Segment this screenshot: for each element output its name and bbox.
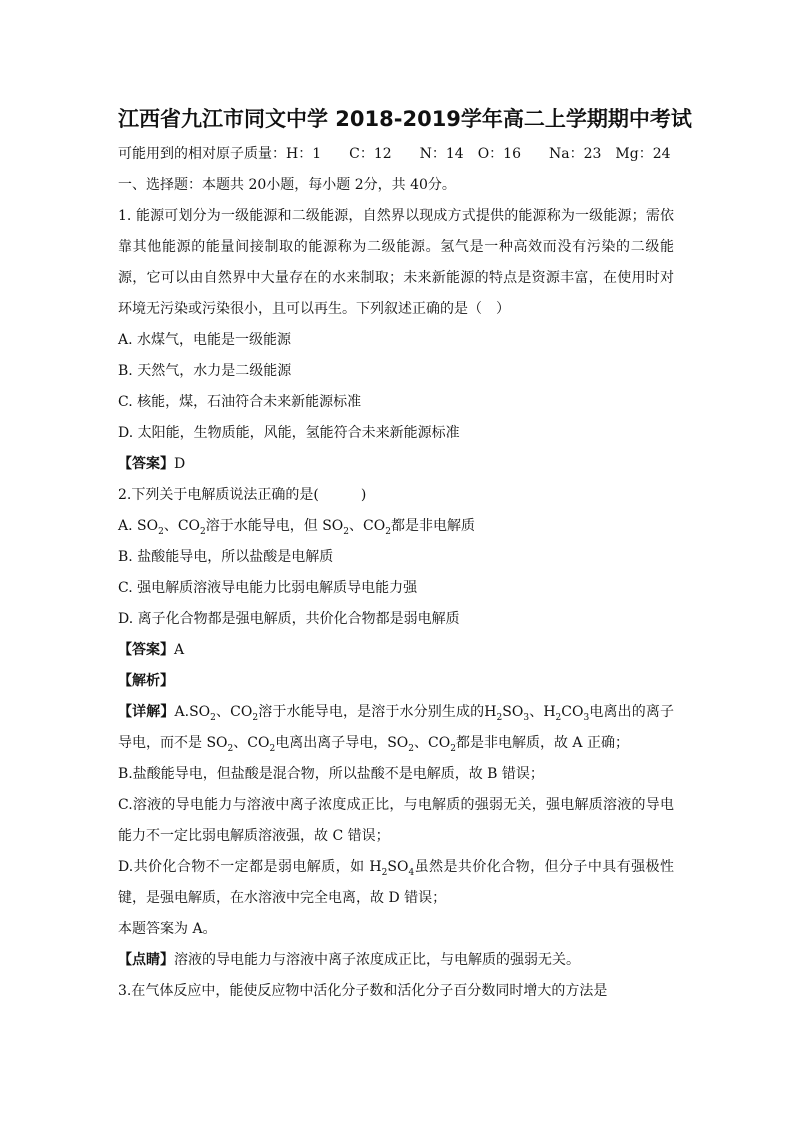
answer-tag: 【答案】 [118,642,174,658]
detail-tag: 【详解】 [118,704,175,720]
question-3 [118,976,674,1007]
question-2 [118,480,674,976]
question-3-stem: 3.在气体反应中，能使反应物中活化分子数和活化分子百分数同时增大的方法是 [118,983,608,999]
question-1-option-d: D. 太阳能，生物质能，风能，氢能符合未来新能源标准 [118,425,460,441]
question-2-answer [118,635,674,666]
page-title: 江西省九江市同文中学 2018-2019学年高二上学期期中考试 [118,107,692,131]
atomic-masses: 可能用到的相对原子质量：H：1 C：12 N：14 O：16 Na：23 Mg：24 [118,146,671,162]
question-1-answer [118,449,674,480]
detail-conclusion: 本题答案为 A。 [118,921,217,937]
detail-b: B.盐酸能导电，但盐酸是混合物，所以盐酸不是电解质，故 B 错误； [118,766,544,782]
tip: 【点睛】溶液的导电能力与溶液中离子浓度成正比，与电解质的强弱无关。 [118,952,580,968]
question-1-option-c: C. 核能，煤，石油符合未来新能源标准 [118,394,362,410]
detail-a: 【详解】$A.SO_2$、$CO_2$溶于水能导电，是溶于水分别生成的$H_2SO_3$、$H_2CO_3$电离出的离子导电，而不是 $SO_2$、$CO_2$电离出离子导电，$SO_2$、$CO_2$都是非电解质，故 A 正确； [118,704,674,754]
answer-value: D [174,456,186,472]
question-1-option-a: A. 水煤气，电能是一级能源 [118,332,292,348]
question-1 [118,201,674,480]
answer-value: A [174,642,185,658]
question-2-option-d: D. 离子化合物都是强电解质，共价化合物都是弱电解质 [118,611,460,627]
question-2-option-b: B. 盐酸能导电，所以盐酸是电解质 [118,549,334,565]
tip-tag: 【点睛】 [118,952,174,968]
section-heading: 一、选择题：本题共 20小题，每小题 2分，共 40分。 [118,177,456,193]
question-2-option-c: C. 强电解质溶液导电能力比弱电解质导电能力强 [118,580,418,596]
question-2-option-a: A. $SO_2$、$CO_2$溶于水能导电，但 $SO_2$、$CO_2$都是非电解质 [118,518,475,537]
analysis-heading: 【解析】 [118,673,174,689]
question-2-stem: 2.下列关于电解质说法正确的是( ) [118,487,367,503]
question-1-option-b: B. 天然气，水力是二级能源 [118,363,292,379]
detail-d: D.共价化合物不一定都是弱电解质，如 $H_2SO_4$虽然是共价化合物，但分子中具有强极性键，是强电解质，在水溶液中完全电离，故 D 错误； [118,859,674,906]
answer-tag: 【答案】 [118,456,174,472]
question-1-stem: 1. 能源可划分为一级能源和二级能源，自然界以现成方式提供的能源称为一级能源；需依靠其他能源的能量间接制取的能源称为二级能源。氢气是一种高效而没有污染的二级能源，它可以由自然界中大量存在的水来制取；未来新能源的特点是资源丰富，在使用时对环境无污染或污染很小，且可以再生。下列叙述正确的是（ ） [118,208,674,317]
detail-c: C.溶液的导电能力与溶液中离子浓度成正比，与电解质的强弱无关，强电解质溶液的导电能力不一定比弱电解质溶液强，故 C 错误； [118,797,674,844]
